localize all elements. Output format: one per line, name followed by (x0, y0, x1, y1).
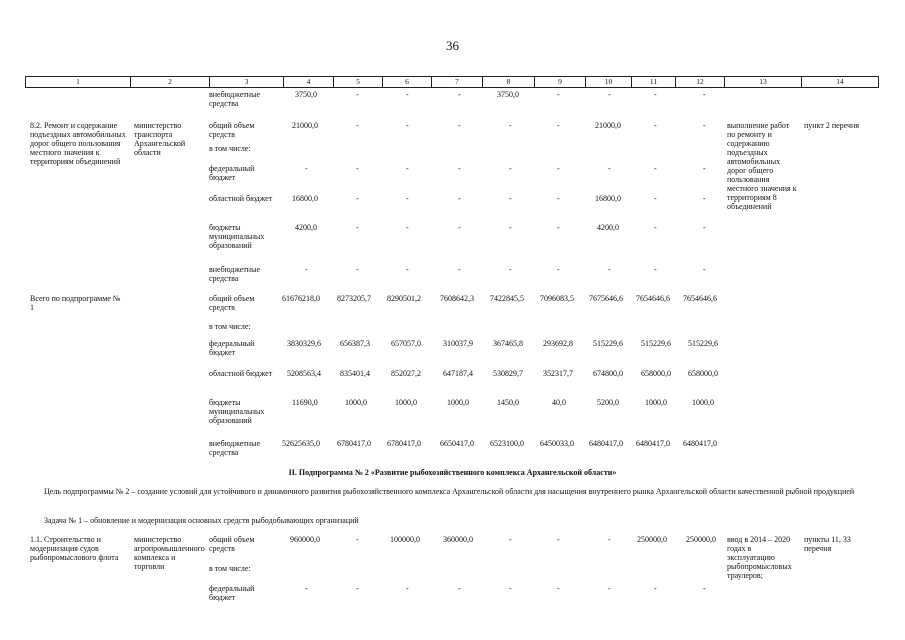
cell-value: - (654, 223, 657, 232)
cell-value: - (356, 535, 359, 544)
cell-value: 4200,0 (597, 223, 619, 232)
cell-value: - (703, 223, 706, 232)
cell-value: - (557, 584, 560, 593)
column-header: 5 (333, 77, 382, 87)
cell-value: 367465,8 (493, 339, 523, 348)
cell-value: - (703, 194, 706, 203)
row-label: бюджеты муниципальных образований (209, 223, 265, 250)
cell-value: 6480417,0 (589, 439, 623, 448)
item-reference: пункт 2 перечня (804, 121, 860, 130)
cell-value: - (509, 164, 512, 173)
cell-value: 6523100,0 (490, 439, 524, 448)
cell-value: - (557, 90, 560, 99)
cell-value: - (509, 194, 512, 203)
column-header: 12 (675, 77, 724, 87)
item-title: 8.2. Ремонт и содержание подъездных автомобильных дорог общего пользования местного значения к территориям объединений (30, 121, 126, 166)
cell-value: 647187,4 (443, 369, 473, 378)
cell-value: - (509, 584, 512, 593)
cell-value: - (557, 223, 560, 232)
cell-value: - (356, 194, 359, 203)
cell-value: 293692,8 (543, 339, 573, 348)
cell-value: 7422845,5 (490, 294, 524, 303)
cell-value: 3750,0 (497, 90, 519, 99)
row-label: общий объем средств (209, 294, 255, 312)
cell-value: 100000,0 (390, 535, 420, 544)
cell-value: 6480417,0 (683, 439, 717, 448)
cell-value: 61676218,0 (282, 294, 320, 303)
cell-value: 656387,3 (340, 339, 370, 348)
cell-value: - (608, 164, 611, 173)
cell-value: - (305, 584, 308, 593)
row-label: в том числе: (209, 564, 251, 573)
cell-value: - (654, 164, 657, 173)
cell-value: - (557, 121, 560, 130)
cell-value: - (458, 90, 461, 99)
cell-value: 5208563,4 (287, 369, 321, 378)
cell-value: - (458, 164, 461, 173)
column-header: 1 (76, 77, 80, 86)
cell-value: 16800,0 (595, 194, 621, 203)
column-header: 14 (801, 77, 878, 87)
cell-value: 6650417,0 (440, 439, 474, 448)
cell-value: 7654646,6 (636, 294, 670, 303)
cell-value: - (356, 164, 359, 173)
cell-value: - (458, 121, 461, 130)
cell-value: 3830329,6 (287, 339, 321, 348)
cell-value: 1000,0 (447, 398, 469, 407)
cell-value: 7608642,3 (440, 294, 474, 303)
cell-value: - (406, 584, 409, 593)
cell-value: - (458, 584, 461, 593)
cell-value: 6780417,0 (337, 439, 371, 448)
cell-value: 4200,0 (295, 223, 317, 232)
cell-value: - (557, 164, 560, 173)
subprogram-goal: Цель подпрограммы № 2 – создание условий для устойчивого и динамичного развития рыбохозяйственного комплекса Архангельской области для насыщения внутреннего рынка Архангельской области качественной рыбной продукцией (44, 487, 855, 496)
cell-value: - (654, 194, 657, 203)
cell-value: - (305, 164, 308, 173)
column-header: 8 (482, 77, 534, 87)
cell-value: 674800,0 (593, 369, 623, 378)
column-header-row (25, 76, 879, 88)
cell-value: 530829,7 (493, 369, 523, 378)
row-label: общий объем средств (209, 535, 255, 553)
cell-value: 11690,0 (292, 398, 318, 407)
cell-value: - (654, 265, 657, 274)
item-reference: пункты 11, 33 перечня (804, 535, 851, 553)
column-header: 7 (431, 77, 482, 87)
cell-value: - (608, 535, 611, 544)
cell-value: - (458, 265, 461, 274)
row-label: в том числе: (209, 144, 251, 153)
row-label: областной бюджет (209, 194, 273, 203)
cell-value: - (608, 584, 611, 593)
row-label: федеральный бюджет (209, 164, 255, 182)
cell-value: 1000,0 (645, 398, 667, 407)
cell-value: 250000,0 (686, 535, 716, 544)
cell-value: - (703, 164, 706, 173)
cell-value: - (458, 194, 461, 203)
subprogram-task: Задача № 1 – обновление и модернизация основных средств рыбодобывающих организаций (44, 516, 359, 525)
column-header: 6 (382, 77, 431, 87)
row-label: в том числе: (209, 322, 251, 331)
cell-value: 5200,0 (597, 398, 619, 407)
cell-value: - (509, 535, 512, 544)
total-title: Всего по подпрограмме № 1 (30, 294, 121, 312)
row-label: внебюджетные средства (209, 90, 260, 108)
cell-value: 657057,0 (391, 339, 421, 348)
cell-value: 21000,0 (595, 121, 621, 130)
item-executor: министерство агропромышленного комплекса и торговли (134, 535, 205, 571)
row-label: федеральный бюджет (209, 584, 255, 602)
cell-value: - (654, 584, 657, 593)
cell-value: - (557, 194, 560, 203)
cell-value: - (356, 121, 359, 130)
item-title: 1.1. Строительство и модернизация судов рыбопромыслового флота (30, 535, 119, 562)
cell-value: 40,0 (552, 398, 566, 407)
item-result: ввод в 2014 – 2020 годах в эксплуатацию рыбопромысловых траулеров; (727, 535, 792, 580)
cell-value: - (406, 121, 409, 130)
cell-value: - (703, 265, 706, 274)
cell-value: - (608, 265, 611, 274)
cell-value: - (356, 223, 359, 232)
cell-value: 658000,0 (688, 369, 718, 378)
page-number: 36 (446, 38, 459, 53)
row-label: федеральный бюджет (209, 339, 255, 357)
cell-value: 960000,0 (290, 535, 320, 544)
cell-value: 515229,6 (641, 339, 671, 348)
cell-value: - (654, 90, 657, 99)
cell-value: - (509, 223, 512, 232)
column-header: 13 (724, 77, 801, 87)
cell-value: - (406, 90, 409, 99)
cell-value: 835401,4 (340, 369, 370, 378)
cell-value: 1000,0 (692, 398, 714, 407)
cell-value: - (654, 121, 657, 130)
column-header: 9 (534, 77, 585, 87)
row-label: внебюджетные средства (209, 439, 260, 457)
item-executor: министерство транспорта Архангельской области (134, 121, 186, 157)
cell-value: - (557, 265, 560, 274)
cell-value: 8273205,7 (337, 294, 371, 303)
cell-value: 852027,2 (391, 369, 421, 378)
cell-value: 1000,0 (345, 398, 367, 407)
column-header: 4 (283, 77, 333, 87)
cell-value: 360000,0 (443, 535, 473, 544)
cell-value: 6480417,0 (636, 439, 670, 448)
cell-value: - (557, 535, 560, 544)
cell-value: 6780417,0 (387, 439, 421, 448)
column-header: 3 (209, 77, 283, 87)
cell-value: 16800,0 (292, 194, 318, 203)
row-label: общий объем средств (209, 121, 255, 139)
cell-value: - (356, 584, 359, 593)
cell-value: - (703, 90, 706, 99)
cell-value: 250000,0 (637, 535, 667, 544)
column-header: 11 (631, 77, 675, 87)
cell-value: - (356, 265, 359, 274)
cell-value: 1000,0 (395, 398, 417, 407)
cell-value: 21000,0 (292, 121, 318, 130)
cell-value: 3750,0 (295, 90, 317, 99)
cell-value: - (509, 265, 512, 274)
item-result: выполнение работ по ремонту и содержанию подъездных автомобильных дорог общего пользования местного значения к территориям 8 объединений (727, 121, 797, 211)
cell-value: - (458, 223, 461, 232)
row-label: бюджеты муниципальных образований (209, 398, 265, 425)
cell-value: 1450,0 (497, 398, 519, 407)
row-label: областной бюджет (209, 369, 273, 378)
cell-value: 352317,7 (543, 369, 573, 378)
cell-value: - (509, 121, 512, 130)
cell-value: - (703, 121, 706, 130)
cell-value: 310037,9 (443, 339, 473, 348)
cell-value: 7654646,6 (683, 294, 717, 303)
cell-value: 8290501,2 (387, 294, 421, 303)
column-header: 10 (585, 77, 631, 87)
cell-value: - (305, 265, 308, 274)
cell-value: - (406, 265, 409, 274)
cell-value: 515229,6 (688, 339, 718, 348)
column-header: 2 (130, 77, 209, 87)
cell-value: 6450033,0 (540, 439, 574, 448)
subprogram-title: II. Подпрограмма № 2 «Развитие рыбохозяйственного комплекса Архангельской области» (288, 468, 617, 477)
cell-value: 7096083,5 (540, 294, 574, 303)
cell-value: 7675646,6 (589, 294, 623, 303)
cell-value: - (406, 223, 409, 232)
cell-value: 52625635,0 (282, 439, 320, 448)
cell-value: - (356, 90, 359, 99)
cell-value: - (608, 90, 611, 99)
cell-value: - (406, 194, 409, 203)
cell-value: - (406, 164, 409, 173)
cell-value: 515229,6 (593, 339, 623, 348)
cell-value: 658000,0 (641, 369, 671, 378)
cell-value: - (703, 584, 706, 593)
row-label: внебюджетные средства (209, 265, 260, 283)
